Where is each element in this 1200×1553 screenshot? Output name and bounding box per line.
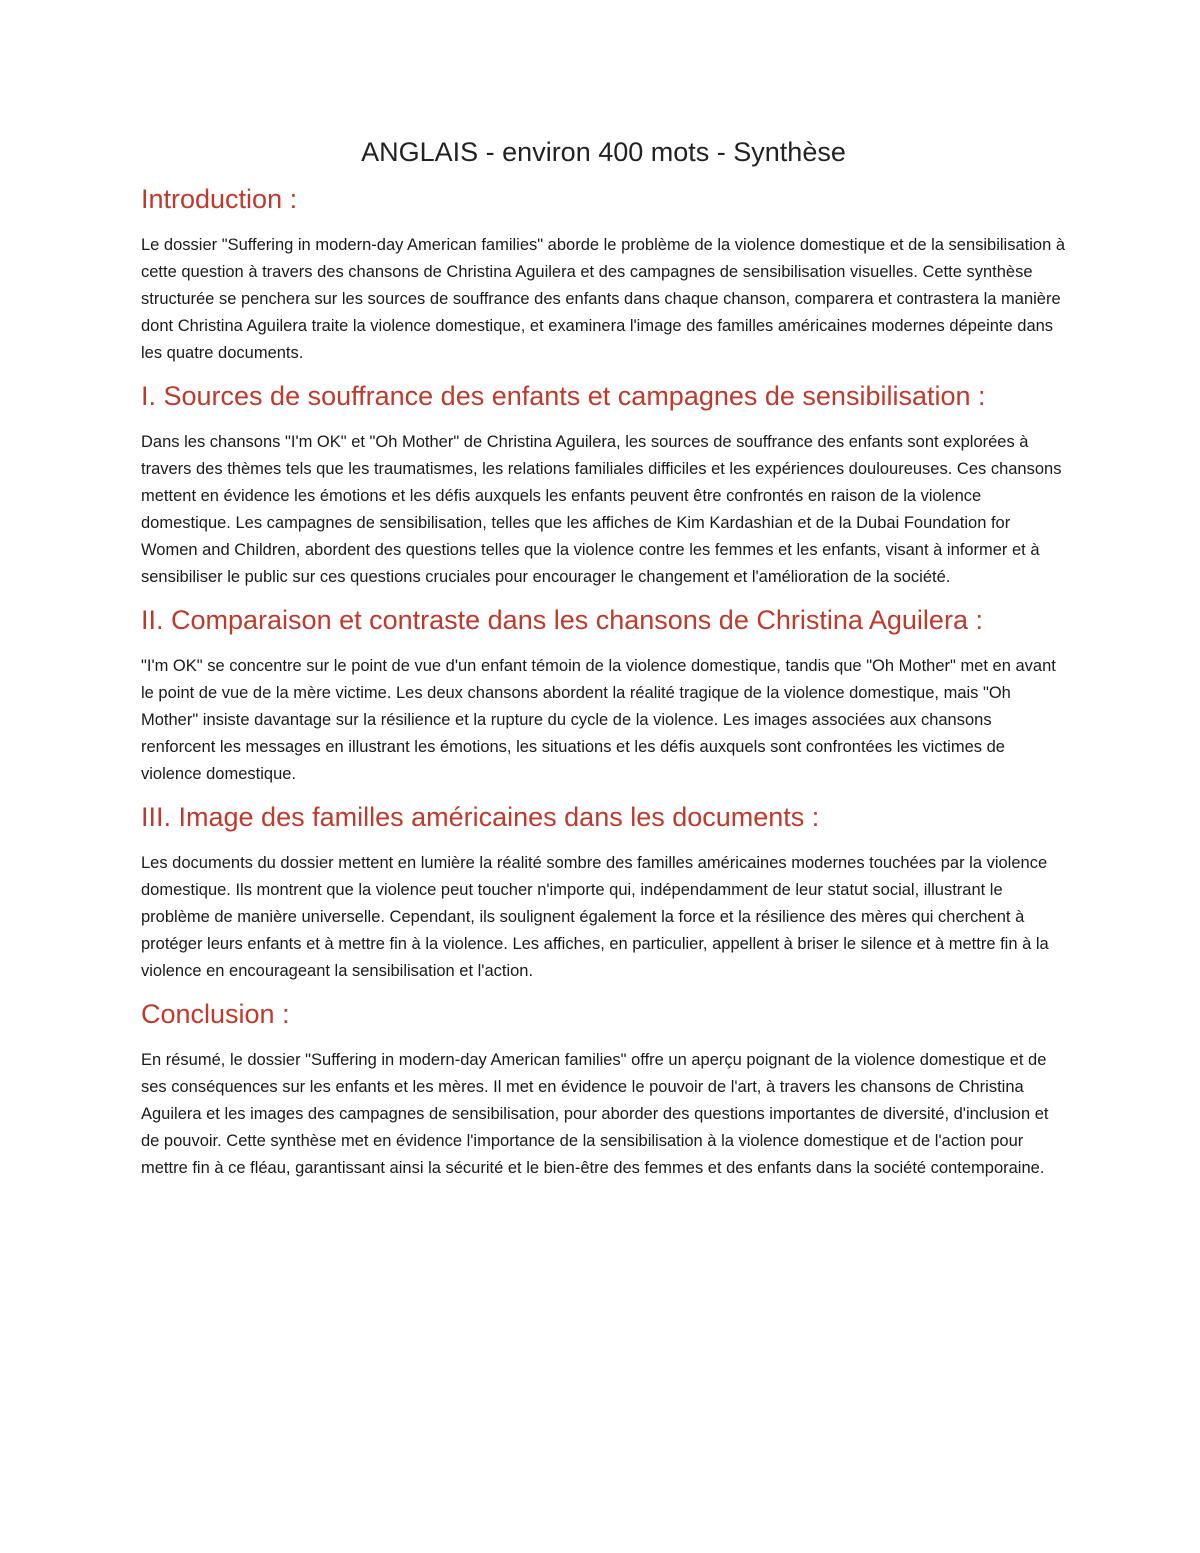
section-paragraph: En résumé, le dossier "Suffering in modern-day American families" offre un aperçu poignant de la violence domestique et de ses conséquences sur les enfants et les mères. Il met en évidence le pouvoir de l'art, à travers les chansons de Christina Aguilera et les images des campagnes de sensibilisation, pour aborder des questions importantes de diversité, d'inclusion et de pouvoir. Cette synthèse met en évidence l'importance de la sensibilisation à la violence domestique et de l'action pour mettre fin à ce fléau, garantissant ainsi la sécurité et le bien-être des femmes et des enfants dans la société contemporaine.: [141, 1051, 1049, 1177]
document-page: [141, 132, 1066, 1192]
section-introduction: [141, 180, 1066, 367]
section-heading: I. Sources de souffrance des enfants et campagnes de sensibilisation :: [141, 381, 986, 411]
section-comparaison-contraste: [141, 601, 1066, 788]
document-title: ANGLAIS - environ 400 mots - Synthèse: [361, 137, 846, 167]
section-heading: Introduction :: [141, 184, 298, 214]
section-paragraph: "I'm OK" se concentre sur le point de vue d'un enfant témoin de la violence domestique, tandis que "Oh Mother" met en avant le point de vue de la mère victime. Les deux chansons abordent la réalité tragique de la violence domestique, mais "Oh Mother" insiste davantage sur la résilience et la rupture du cycle de la violence. Les images associées aux chansons renforcent les messages en illustrant les émotions, les situations et les défis auxquels sont confrontées les victimes de violence domestique.: [141, 657, 1056, 783]
section-heading: II. Comparaison et contraste dans les chansons de Christina Aguilera :: [141, 605, 983, 635]
section-heading: Conclusion :: [141, 999, 290, 1029]
section-paragraph: Le dossier "Suffering in modern-day American families" aborde le problème de la violence domestique et de la sensibilisation à cette question à travers des chansons de Christina Aguilera et des campagnes de sensibilisation visuelles. Cette synthèse structurée se penchera sur les sources de souffrance des enfants dans chaque chanson, comparera et contrastera la manière dont Christina Aguilera traite la violence domestique, et examinera l'image des familles américaines modernes dépeinte dans les quatre documents.: [141, 236, 1066, 362]
section-paragraph: Les documents du dossier mettent en lumière la réalité sombre des familles américaines modernes touchées par la violence domestique. Ils montrent que la violence peut toucher n'importe qui, indépendamment de leur statut social, illustrant le problème de manière universelle. Cependant, ils soulignent également la force et la résilience des mères qui cherchent à protéger leurs enfants et à mettre fin à la violence. Les affiches, en particulier, appellent à briser le silence et à mettre fin à la violence en encourageant la sensibilisation et l'action.: [141, 854, 1049, 980]
section-conclusion: [141, 995, 1066, 1182]
section-image-familles: [141, 798, 1066, 985]
section-paragraph: Dans les chansons "I'm OK" et "Oh Mother" de Christina Aguilera, les sources de souffrance des enfants sont explorées à travers des thèmes tels que les traumatismes, les relations familiales difficiles et les expériences douloureuses. Ces chansons mettent en évidence les émotions et les défis auxquels les enfants peuvent être confrontés en raison de la violence domestique. Les campagnes de sensibilisation, telles que les affiches de Kim Kardashian et de la Dubai Foundation for Women and Children, abordent des questions telles que la violence contre les femmes et les enfants, visant à informer et à sensibiliser le public sur ces questions cruciales pour encourager le changement et l'amélioration de la société.: [141, 433, 1062, 586]
section-heading: III. Image des familles américaines dans les documents :: [141, 802, 820, 832]
section-sources-souffrance: [141, 377, 1066, 591]
